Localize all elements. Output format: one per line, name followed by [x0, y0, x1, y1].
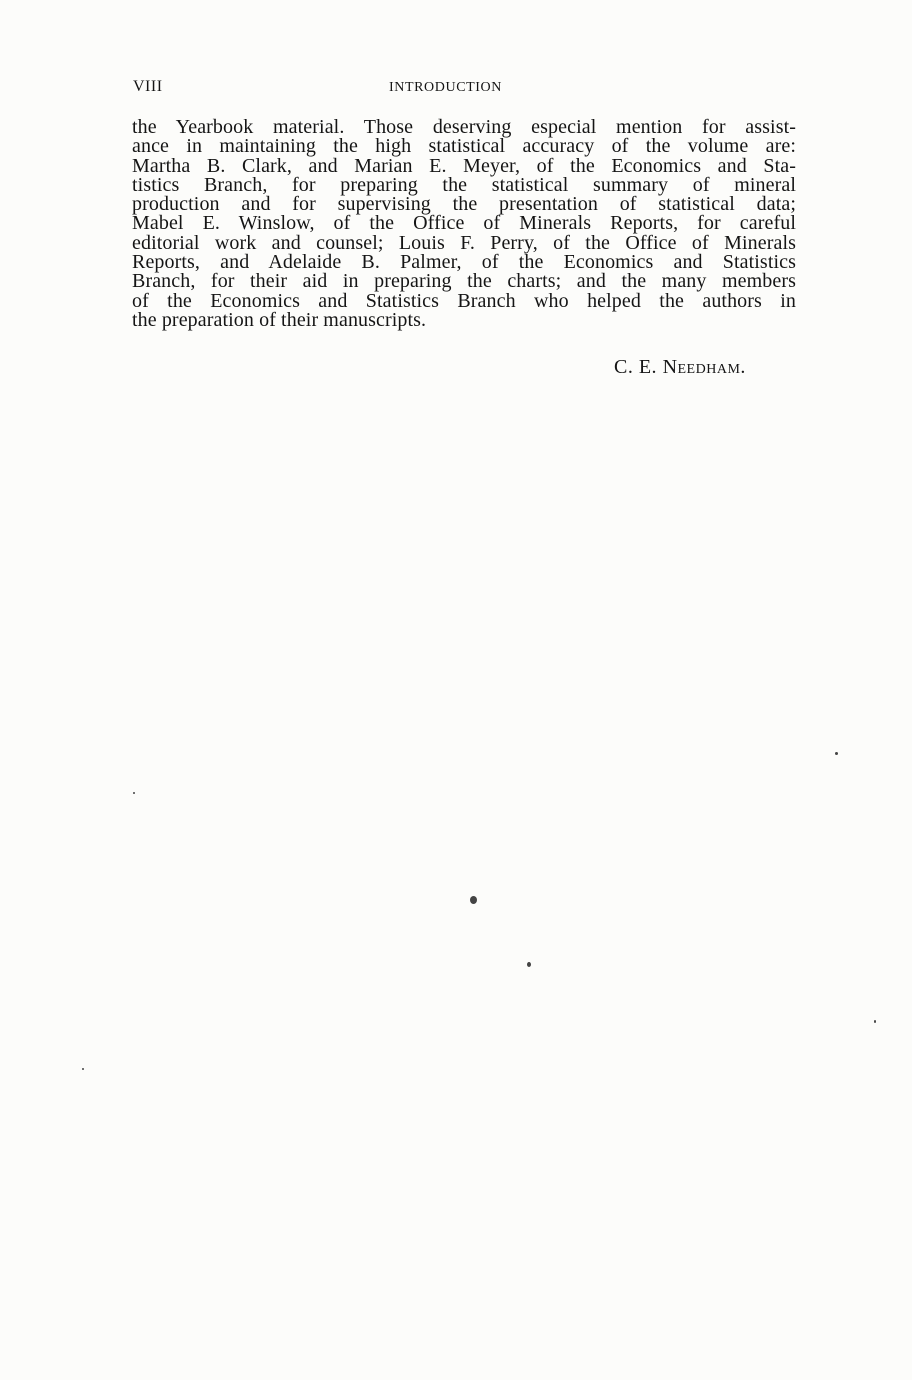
scan-speckle [835, 752, 838, 755]
signature [614, 356, 746, 379]
scan-speckle [874, 1020, 876, 1023]
body-paragraph [132, 118, 796, 330]
page-header [133, 78, 773, 98]
scan-speckle [527, 962, 531, 967]
text-line: the Yearbook material. Those deserving especial mention for assist- [132, 116, 796, 138]
text-line: Branch, for their aid in preparing the charts; and the many members [132, 270, 796, 293]
text-line: Mabel E. Winslow, of the Office of Minerals Reports, for careful [132, 212, 796, 235]
scan-speckle [470, 896, 477, 904]
page-number: VIII [133, 78, 163, 95]
signature-surname: Needham. [662, 356, 746, 378]
scan-speckle [133, 792, 135, 794]
running-head: INTRODUCTION [389, 80, 502, 95]
text-line: Martha B. Clark, and Marian E. Meyer, of the Economics and Sta- [132, 154, 796, 177]
text-line: production and for supervising the presentation of statistical data; [132, 193, 796, 216]
text-line: of the Economics and Statistics Branch who helped the authors in [132, 289, 796, 312]
text-line: Reports, and Adelaide B. Palmer, of the Economics and Statistics [132, 251, 796, 274]
signature-initials: C. E. [614, 356, 663, 378]
text-line: tistics Branch, for preparing the statistical summary of mineral [132, 173, 796, 196]
text-line: ance in maintaining the high statistical accuracy of the volume are: [132, 135, 796, 158]
scan-speckle [82, 1068, 84, 1070]
text-line: editorial work and counsel; Louis F. Perry, of the Office of Minerals [132, 231, 796, 254]
text-line: the preparation of their manuscripts. [132, 308, 427, 331]
